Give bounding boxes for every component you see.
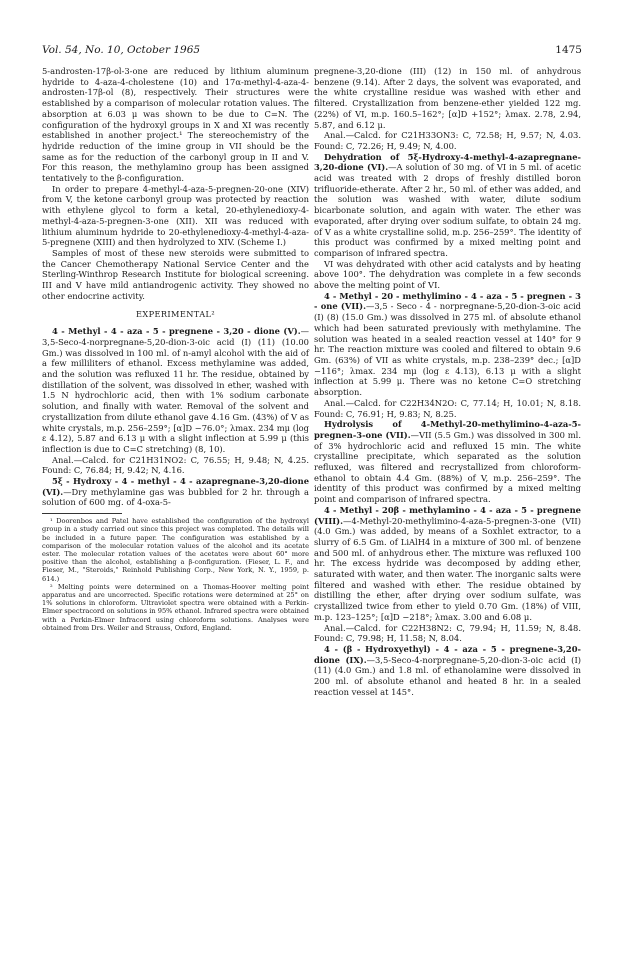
compound-title: 4 - (β - Hydroxyethyl) - 4 - aza - 5 - pregnene-3,20-dione (IX).	[314, 643, 581, 665]
paragraph: Anal.—Calcd. for C22H38N2: C, 79.94; H, 11.59; N, 8.48. Found: C, 79.98; H, 11.58; N, 8.04.	[314, 622, 581, 644]
paragraph	[314, 505, 581, 623]
right-column	[314, 66, 581, 697]
footnote-1: ¹ Doorenbos and Patel have established the configuration of the hydroxyl group in a study carried out since this project was completed. The details will be included in a future paper. The configuration was established by a comparison of the molecular rotation values of the alcohol and its acetate ester. The molecular rotation values of the acetates were about 60° more positive than the alcohol, establishing a β-configuration. (Fieser, L. F., and Fieser, M., "Steroids," Reinhold Publishing Corp., New York, N. Y., 1959, p. 614.)	[42, 517, 309, 583]
compound-title: Dehydration of 5ξ-Hydroxy-4-methyl-4-azapregnane-3,20-dione (VI).	[314, 151, 581, 173]
paragraph	[314, 291, 581, 398]
left-column	[42, 66, 309, 632]
paragraph-body: —3,5-Seco-4-norpregnane-5,20-dion-3-oic acid (I) (11) (4.0 Gm.) and 1.8 ml. of ethanolamine were dissolved in 200 ml. of absolute ethanol and heated 8 hr. in a sealed reaction vessel at 145°.	[314, 654, 581, 697]
compound-title: 4 - Methyl - 20 - methylimino - 4 - aza - 5 - pregnen - 3 - one (VII).	[314, 290, 581, 312]
paragraph-body: —VII (5.5 Gm.) was dissolved in 300 ml. of 3% hydrochloric acid and refluxed 15 min. The white crystalline precipitate, which separated as the solution refluxed, was filtered and recrystallized from chloroform-ethanol to obtain 4.4 Gm. (88%) of V, m.p. 256–259°. The identity of this product was confirmed by a mixed melting point and comparison of infrared spectra.	[314, 429, 581, 505]
page-number: 1475	[555, 44, 582, 56]
compound-title: 4 - Methyl - 4 - aza - 5 - pregnene - 3,20 - dione (V).	[52, 326, 301, 337]
footnote-2: ² Melting points were determined on a Thomas-Hoover melting point apparatus and are uncorrected. Specific rotations were determined at 25° on 1% solutions in chloroform. Ultraviolet spectra were obtained with a Perkin-Elmer spectracord on solutions in 95% ethanol. Infrared spectra were obtained with a Perkin-Elmer Infracord using chloroform solutions. Analyses were obtained from Drs. Weiler and Strauss, Oxford, England.	[42, 582, 309, 632]
paragraph	[42, 476, 309, 508]
paragraph: 5-androsten-17β-ol-3-one are reduced by lithium aluminum hydride to 4-aza-4-cholestene (10) and 17α-methyl-4-aza-4-androsten-17β-ol (8), respectively. Their structures were established by a comparison of molecular rotation values. The absorption at 6.03 μ was shown to be due to C=N. The configuration of the hydroxyl groups in X and XI was recently established in another project.¹ The stereochemistry of the hydride reduction of the imine group in VII should be the same as for the reduction of the carbonyl group in II and V. For this reason, the methylamino group has been assigned tentatively to the β-configuration.	[42, 66, 309, 184]
paragraph-body: —4-Methyl-20-methylimino-4-aza-5-pregnen-3-one (VII) (4.0 Gm.) was added, by means of a Soxhlet extractor, to a slurry of 6.5 Gm. of LiAlH4 in a mixture of 300 ml. of benzene and 500 ml. of anhydrous ether. The mixture was refluxed 100 hr. The excess hydride was decomposed by adding ether, saturated with water, and then water. The inorganic salts were filtered and washed with ether. The residue obtained by distilling the ether, after drying over sodium sulfate, was crystallized twice from ether to yield 0.70 Gm. (18%) of VIII, m.p. 123–125°; [α]D −218°; λmax. 3.00 and 6.08 μ.	[314, 515, 581, 622]
journal-info: Vol. 54, No. 10, October 1965	[42, 44, 201, 56]
paragraph	[314, 419, 581, 505]
paragraph: VI was dehydrated with other acid catalysts and by heating above 100°. The dehydration was complete in a few seconds above the melting point of VI.	[314, 258, 581, 291]
paragraph	[314, 152, 581, 259]
compound-title: 5ξ - Hydroxy - 4 - methyl - 4 - azapregnane-3,20-dione (VI).	[42, 476, 309, 497]
paragraph	[314, 644, 581, 698]
paragraph: Anal.—Calcd. for C22H34N2O: C, 77.14; H, 10.01; N, 8.18. Found: C, 76.91; H, 9.83; N, 8.25.	[314, 397, 581, 419]
paragraph	[42, 326, 309, 454]
paragraph-body: —3,5 - Seco - 4 - norpregnane-5,20-dion-3-oic acid (I) (8) (15.0 Gm.) was dissolved in 275 ml. of absolute ethanol which had been saturated previously with methylamine. The solution was heated in a sealed reaction vessel at 140° for 9 hr. The reaction mixture was cooled and filtered to obtain 9.6 Gm. (63%) of VII as white crystals, m.p. 238–239° dec.; [α]D −116°; λmax. 234 mμ (log ε 4.13), 6.13 μ with a slight inflection at 5.99 μ. There was no ketone C=O stretching absorption.	[314, 301, 581, 398]
paragraph: Samples of most of these new steroids were submitted to the Cancer Chemotherapy National Service Center and the Sterling-Winthrop Research Institute for biological screening. III and V have mild antiandrogenic activity. They showed no other endocrine activity.	[42, 247, 309, 301]
paragraph-body: —Dry methylamine gas was bubbled for 2 hr. through a solution of 600 mg. of 4-oxa-5-	[42, 486, 309, 508]
compound-title: 4 - Methyl - 20β - methylamino - 4 - aza - 5 - pregnene (VIII).	[314, 504, 581, 526]
footnote-rule	[42, 513, 122, 514]
compound-title: Hydrolysis of 4-Methyl-20-methylimino-4-aza-5-pregnen-3-one (VII).	[314, 419, 581, 440]
paragraph-body: —3,5-Seco-4-norpregnane-5,20-dion-3-oic acid (I) (11) (10.00 Gm.) was dissolved in 100 ml. of n-amyl alcohol with the aid of a few milliliters of ethanol. Excess methylamine was added, and the solution was refluxed 11 hr. The residue, obtained by distillation of the solvent, was dissolved in ether, washed with 1.5 N hydrochloric acid, then with 1% sodium carbonate solution, and finally with water. Removal of the solvent and crystallization from dilute ethanol gave 4.16 Gm. (43%) of V as white crystals, m.p. 256–259°; [α]D −76.0°; λmax. 234 mμ (log ε 4.12), 5.87 and 6.13 μ with a slight inflection at 5.99 μ (this inflection is due to C=C stretching) (8, 10).	[42, 326, 309, 454]
running-header	[42, 44, 582, 60]
section-heading-experimental: EXPERIMENTAL²	[135, 309, 216, 320]
paragraph: Anal.—Calcd. for C21H33ON3: C, 72.58; H, 9.57; N, 4.03. Found: C, 72.26; H, 9.49; N, 4.00.	[314, 130, 581, 151]
paragraph: pregnene-3,20-dione (III) (12) in 150 ml. of anhydrous benzene (9.14). After 2 days, the solvent was evaporated, and the white crystalline residue was washed with ether and filtered. Crystallization from benzene-ether yielded 122 mg. (22%) of VI, m.p. 160.5–162°; [α]D +152°; λmax. 2.78, 2.94, 5.87, and 6.12 μ.	[314, 66, 581, 130]
paragraph-body: —A solution of 30 mg. of VI in 5 ml. of acetic acid was treated with 2 drops of freshly distilled boron trifluoride-etherate. After 2 hr., 50 ml. of ether was added, and the solution was washed with water, dilute sodium bicarbonate solution, and again with water. The ether was evaporated, after drying over sodium sulfate, to obtain 24 mg. of V as a white crystalline solid, m.p. 256–259°. The identity of this product was confirmed by a mixed melting point and comparison of infrared spectra.	[314, 162, 582, 258]
paragraph: Anal.—Calcd. for C21H31NO2: C, 76.55; H, 9.48; N, 4.25. Found: C, 76.84; H, 9.42; N, 4.16.	[42, 454, 309, 476]
paragraph: In order to prepare 4-methyl-4-aza-5-pregnen-20-one (XIV) from V, the ketone carbonyl group was protected by reaction with ethylene glycol to form a ketal, 20-ethylenedioxy-4-methyl-4-aza-5-pregnen-3-one (XII). XII was reduced with lithium aluminum hydride to 20-ethylenedioxy-4-methyl-4-aza-5-pregnene (XIII) and then hydrolyzed to XIV. (Scheme I.)	[42, 183, 309, 248]
